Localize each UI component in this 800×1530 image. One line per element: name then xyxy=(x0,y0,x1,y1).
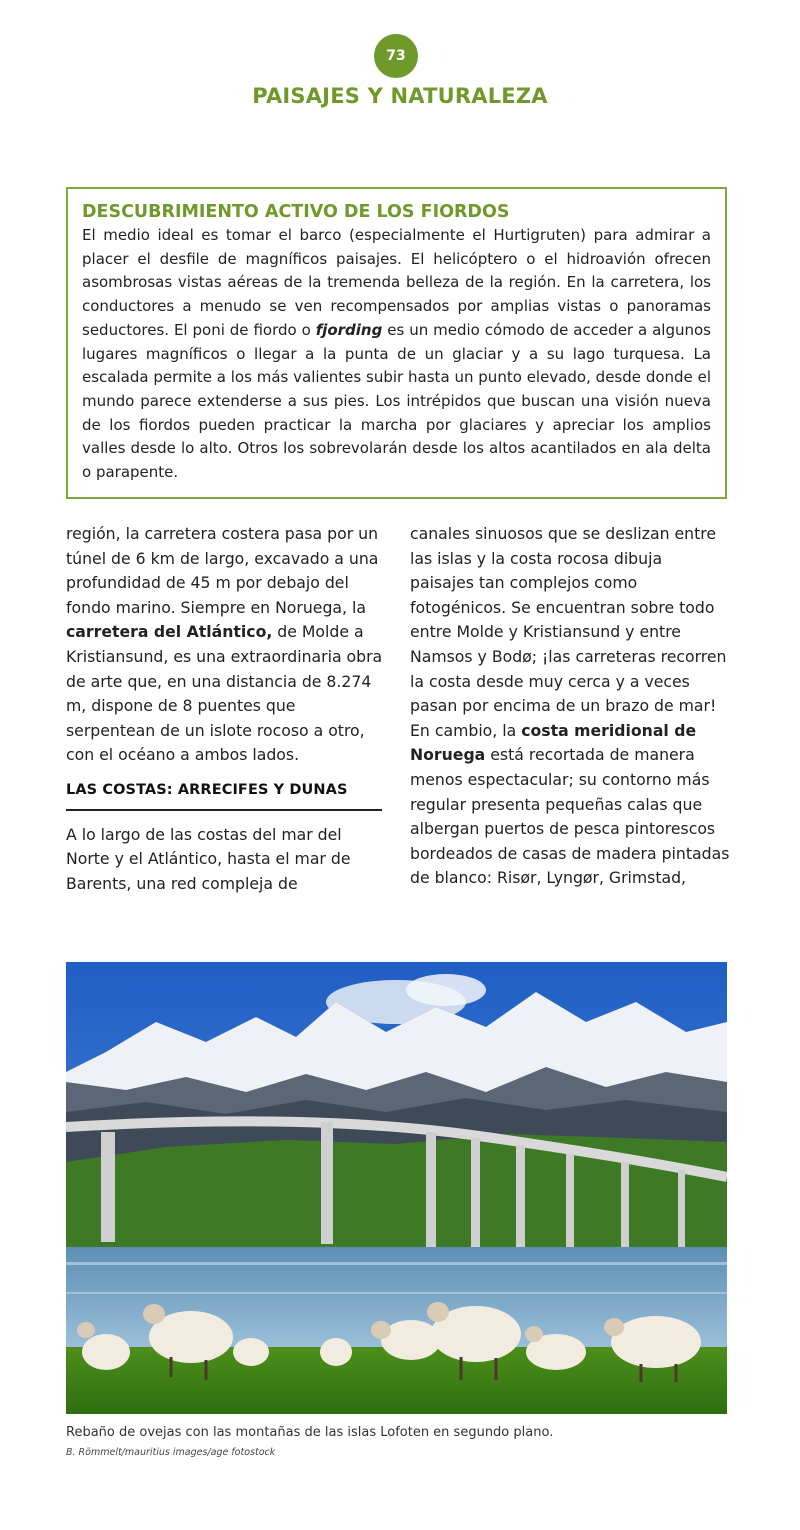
photo-illustration xyxy=(66,962,727,1414)
fjording-term: fjording xyxy=(315,320,383,339)
photo-caption: Rebaño de ovejas con las montañas de las islas Lofoten en segundo plano. xyxy=(66,1425,554,1440)
box-title: DESCUBRIMIENTO ACTIVO DE LOS FIORDOS xyxy=(82,202,510,222)
lofoten-photo xyxy=(66,962,727,1414)
page-number-badge xyxy=(374,34,418,78)
section-title: PAISAJES Y NATURALEZA xyxy=(252,84,548,108)
right-column xyxy=(410,522,730,891)
subheading-costas: LAS COSTAS: ARRECIFES Y DUNAS xyxy=(66,778,382,811)
left-paragraph-1: región, la carretera costera pasa por un túnel de 6 km de largo, excavado a una profundidad de 45 m por debajo del fondo marino. Siempre en Noruega, la carretera del Atlántico, de Molde a Kristiansund, es una extraordinaria obra de arte que, en una distancia de 8.274 m, dispone de 8 puentes que serpentean de un islote rocoso a otro, con el océano a ambos lados. xyxy=(66,524,383,765)
southern-coast-term: costa meridional de Noruega xyxy=(410,720,697,765)
left-column xyxy=(66,522,386,896)
sidebar-box xyxy=(66,187,727,499)
photo-credit: B. Römmelt/mauritius images/age fotostock xyxy=(66,1447,276,1458)
left-paragraph-2: A lo largo de las costas del mar del Norte y el Atlántico, hasta el mar de Barents, una red compleja de xyxy=(66,824,351,893)
right-paragraph-2: En cambio, la costa meridional de Noruega está recortada de manera menos espectacular; su contorno más regular presenta pequeñas calas que albergan puertos de pesca pintorescos bordeados de casas de madera pintadas de blanco: Risør, Lyngør, Grimstad, xyxy=(410,720,730,888)
box-text: El medio ideal es tomar el barco (especialmente el Hurtigruten) para admirar a placer el desfile de magníficos paisajes. El helicóptero o el hidroavión ofrecen asombrosas vistas aéreas de la tremenda belleza de la región. En la carretera, los conductores a menudo se ven recompensados por amplias vistas o panoramas seductores. El poni de fiordo o fjording es un medio cómodo de acceder a algunos lugares magníficos o llegar a la punta de un glaciar y a su lago turquesa. La escalada permite a los más valientes subir hasta un punto elevado, desde donde el mundo parece extenderse a sus pies. Los intrépidos que buscan una visión nueva de los fiordos pueden practicar la marcha por glaciares y apreciar los amplios valles desde lo alto. Otros los sobrevolarán desde los altos acantilados en ala delta o parapente. xyxy=(82,226,712,482)
page-number: 73 xyxy=(386,48,406,64)
atlantic-road-term: carretera del Atlántico, xyxy=(66,622,273,642)
right-paragraph-1: canales sinuosos que se deslizan entre las islas y la costa rocosa dibuja paisajes tan complejos como fotogénicos. Se encuentran sobre todo entre Molde y Kristiansund y entre Namsos y Bodø; ¡las carreteras recorren la costa desde muy cerca y a veces pasan por encima de un brazo de mar! xyxy=(410,524,727,716)
